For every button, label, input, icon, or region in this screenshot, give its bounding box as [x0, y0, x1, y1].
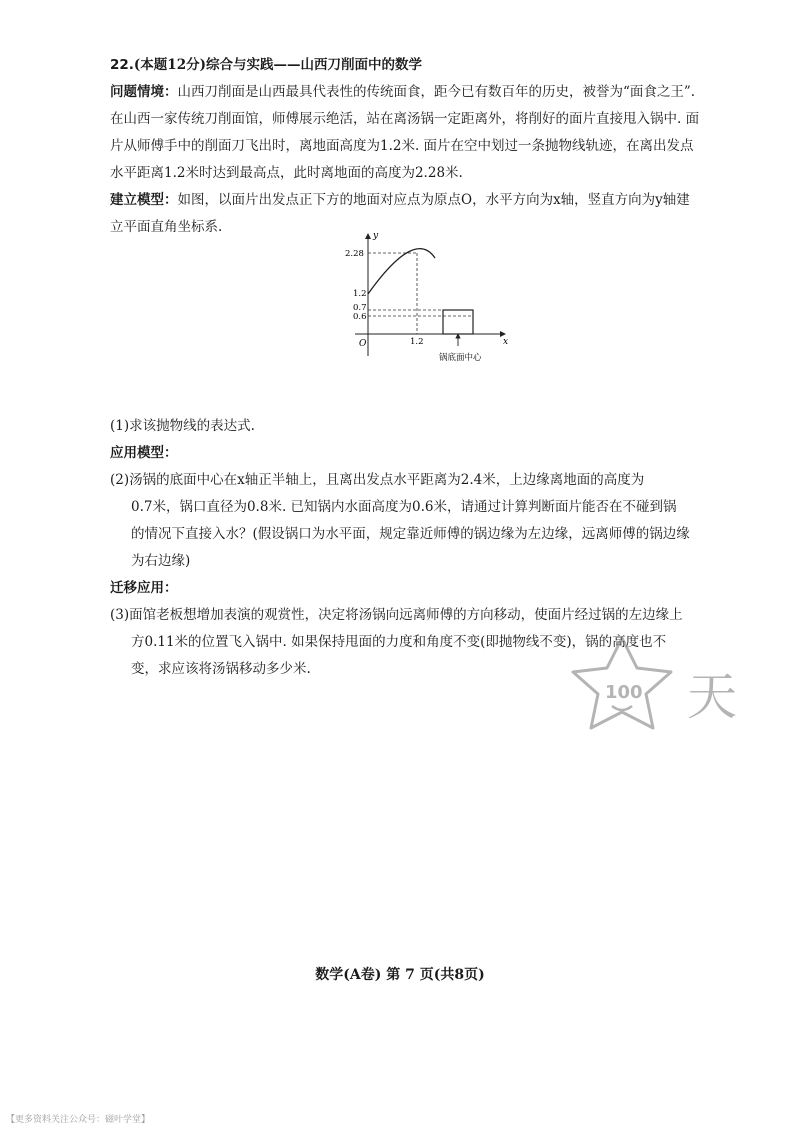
- page-footer: 数学(A卷) 第 7 页(共8页): [315, 967, 485, 983]
- pot-shape: [443, 310, 473, 334]
- parabola-figure: [335, 228, 525, 368]
- y-tick-06: 0.6: [353, 312, 367, 322]
- situation-label: 问题情境：: [110, 84, 178, 100]
- situation-line-1: 问题情境：山西刀削面是山西最具代表性的传统面食，距今已有数百年的历史，被誉为“面食之王”.: [110, 84, 696, 100]
- transfer-label: 迁移应用：: [110, 580, 178, 596]
- star-logo-icon: [567, 630, 777, 750]
- model-line-1: 建立模型：如图，以面片出发点正下方的地面对应点为原点O，水平方向为x轴，竖直方向为y轴建: [110, 192, 690, 208]
- situation-line-2: 在山西一家传统刀削面馆，师傅展示绝活，站在离汤锅一定距离外，将削好的面片直接甩入锅中. 面: [110, 111, 700, 127]
- transfer-line-1: (3)面馆老板想增加表演的观赏性，决定将汤锅向远离师傅的方向移动，使面片经过锅的左边缘上: [110, 607, 683, 623]
- y-tick-07: 0.7: [353, 303, 367, 313]
- pot-label: 锅底面中心: [439, 353, 482, 363]
- y-axis-label: y: [373, 231, 379, 241]
- question-title: 综合与实践——山西刀削面中的数学: [205, 57, 422, 73]
- apply-line-2: 0.7米，锅口直径为0.8米. 已知锅内水面高度为0.6米，请通过计算判断面片能否在不碰到锅: [131, 499, 677, 515]
- question-header: [110, 52, 750, 79]
- part1-text: (1)求该抛物线的表达式.: [110, 418, 255, 434]
- model-line-2: 立平面直角坐标系.: [110, 219, 223, 235]
- y-tick-12: 1.2: [353, 289, 367, 299]
- y-tick-228: 2.28: [345, 249, 364, 259]
- situation-line-4: 水平距离1.2米时达到最高点，此时离地面的高度为2.28米.: [110, 165, 463, 181]
- parabola-curve: [368, 249, 435, 294]
- apply-label: 应用模型：: [110, 445, 178, 461]
- x-tick-12: 1.2: [410, 337, 424, 347]
- question-score: (本题12分): [133, 57, 206, 73]
- x-axis-label: x: [503, 337, 509, 347]
- stamp-number: 100: [605, 682, 643, 703]
- apply-line-3: 的情况下直接入水？(假设锅口为水平面，规定靠近师傅的锅边缘为左边缘，远离师傅的锅边缘: [131, 526, 690, 542]
- apply-line-4: 为右边缘): [131, 553, 191, 569]
- apply-line-1: (2)汤锅的底面中心在x轴正半轴上，且离出发点水平距离为2.4米，上边缘离地面的高度为: [110, 472, 645, 488]
- origin-label: O: [359, 339, 367, 349]
- stamp-char: 天: [687, 668, 737, 726]
- transfer-line-3: 变，求应该将汤锅移动多少米.: [131, 661, 311, 677]
- bottom-note: 【更多资料关注公众号：磁叶学堂】: [6, 1115, 151, 1125]
- question-number: 22.: [110, 57, 134, 73]
- watermark-stamp: [567, 630, 777, 750]
- parabola-diagram: [335, 228, 525, 368]
- situation-line-3: 片从师傅手中的削面刀飞出时，离地面高度为1.2米. 面片在空中划过一条抛物线轨迹，在离出发点: [110, 138, 694, 154]
- model-label: 建立模型：: [110, 192, 178, 208]
- transfer-line-2: 方0.11米的位置飞入锅中. 如果保持甩面的力度和角度不变(即抛物线不变)，锅的高度也不: [131, 634, 667, 650]
